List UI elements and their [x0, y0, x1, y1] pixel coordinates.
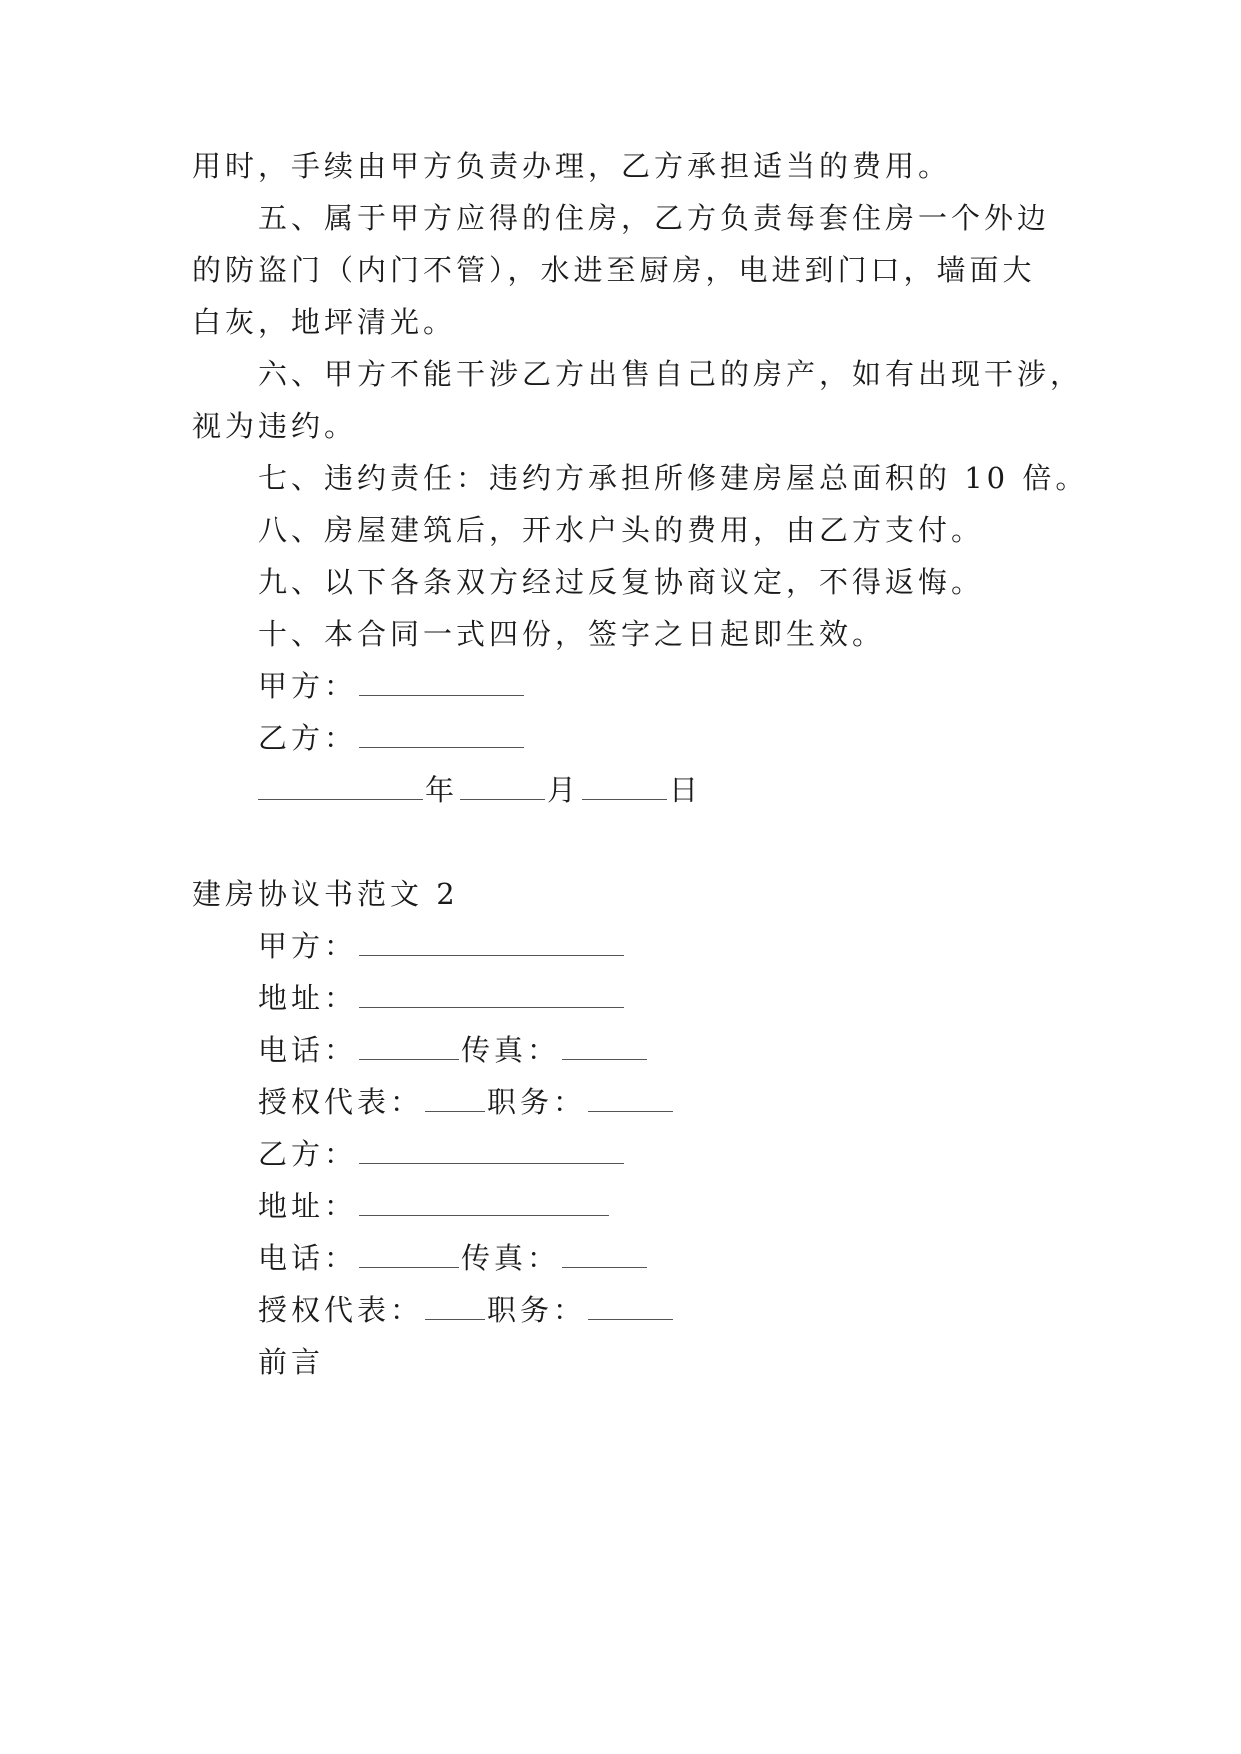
- clause-5-line-3: 白灰，地坪清光。: [192, 305, 457, 339]
- address-blank: [359, 979, 624, 1008]
- position-blank: [588, 1291, 673, 1320]
- party-a-label: 甲方：: [258, 929, 358, 963]
- clause-9: 九、以下各条双方经过反复协商议定，不得返悔。: [258, 565, 985, 599]
- party-a-blank: [359, 927, 624, 956]
- clause-8: 八、房屋建筑后，开水户头的费用，由乙方支付。: [258, 513, 985, 547]
- fax-blank: [562, 1031, 647, 1060]
- preface-heading: 前言: [258, 1345, 325, 1379]
- phone-label: 电话：: [258, 1241, 358, 1275]
- clause-6-line-2: 视为违约。: [192, 409, 358, 443]
- clause-6-line-1: 六、甲方不能干涉乙方出售自己的房产，如有出现干涉，: [258, 357, 1084, 391]
- date-line: [258, 770, 1138, 810]
- rep-blank: [425, 1291, 485, 1320]
- year-label: 年: [425, 773, 459, 807]
- month-blank: [460, 771, 545, 800]
- party-b-row: [258, 1134, 1138, 1174]
- address-label: 地址：: [258, 1189, 358, 1223]
- position-blank: [588, 1083, 673, 1112]
- year-blank: [258, 771, 423, 800]
- rep-blank: [425, 1083, 485, 1112]
- party-a-rep-row: [258, 1082, 1138, 1122]
- party-b-blank: [359, 719, 524, 748]
- party-b-phone-row: [258, 1238, 1138, 1278]
- party-b-label: 乙方：: [258, 721, 358, 755]
- clause-7: 七、违约责任：违约方承担所修建房屋总面积的 10 倍。: [258, 461, 1089, 495]
- party-b-address-row: [258, 1186, 1138, 1226]
- party-a-row: [258, 926, 1138, 966]
- clause-10: 十、本合同一式四份，签字之日起即生效。: [258, 617, 886, 651]
- phone-blank: [359, 1031, 459, 1060]
- clause-5-line-1: 五、属于甲方应得的住房，乙方负责每套住房一个外边: [258, 201, 1051, 235]
- address-blank: [359, 1187, 609, 1216]
- clause-5-line-2: 的防盗门（内门不管），水进至厨房，电进到门口，墙面大: [192, 253, 1036, 287]
- party-a-label: 甲方：: [258, 669, 358, 703]
- position-label: 职务：: [487, 1085, 587, 1119]
- fax-label: 传真：: [461, 1241, 561, 1275]
- phone-blank: [359, 1239, 459, 1268]
- paragraph-line: 用时，手续由甲方负责办理，乙方承担适当的费用。: [192, 149, 952, 183]
- party-a-blank: [359, 667, 524, 696]
- party-b-signature-line: [258, 718, 1138, 758]
- fax-blank: [562, 1239, 647, 1268]
- position-label: 职务：: [487, 1293, 587, 1327]
- party-a-signature-line: [258, 666, 1138, 706]
- day-label: 日: [669, 773, 703, 807]
- section-title: 建房协议书范文 2: [192, 877, 459, 911]
- party-a-address-row: [258, 978, 1138, 1018]
- party-b-rep-row: [258, 1290, 1138, 1330]
- phone-label: 电话：: [258, 1033, 358, 1067]
- rep-label: 授权代表：: [258, 1293, 424, 1327]
- party-b-blank: [359, 1135, 624, 1164]
- month-label: 月: [547, 773, 581, 807]
- party-b-label: 乙方：: [258, 1137, 358, 1171]
- day-blank: [582, 771, 667, 800]
- rep-label: 授权代表：: [258, 1085, 424, 1119]
- fax-label: 传真：: [461, 1033, 561, 1067]
- address-label: 地址：: [258, 981, 358, 1015]
- party-a-phone-row: [258, 1030, 1138, 1070]
